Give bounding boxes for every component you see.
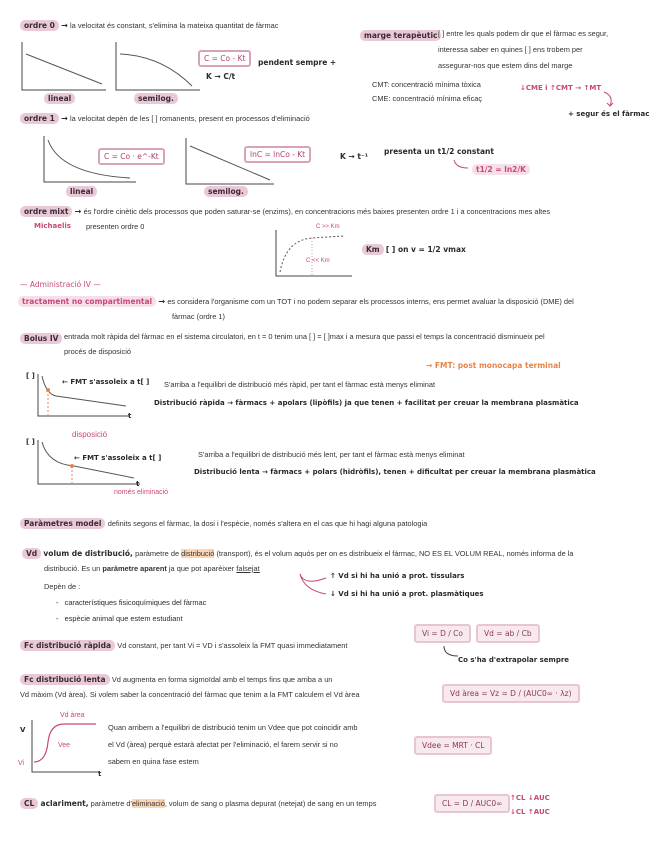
vd-text2-ul: falsejat: [236, 564, 260, 573]
marge-text2: interessa saber en quines [ ] ens trobem per: [438, 45, 583, 54]
ordre-mixt-tag: ordre mixt: [20, 206, 72, 217]
graph2-elimination-label: només eliminació: [114, 489, 169, 496]
km-tag: Km: [362, 244, 384, 255]
fc-rapida-section: [20, 640, 347, 651]
graph1-x-label: t: [128, 412, 132, 420]
tractament-section: [18, 296, 574, 307]
ordre0-semilog-label: semilog.: [134, 93, 178, 104]
cl-title: aclariment,: [40, 799, 89, 808]
ordre0-section: [20, 20, 278, 31]
arrow-icon: ←: [62, 378, 68, 386]
fc-rapida-box2: Vd = ab / Cb: [476, 624, 540, 643]
bolus-text2: procés de disposició: [64, 347, 131, 356]
fc-rapida-note: Co s'ha d'extrapolar sempre: [458, 656, 570, 664]
ordre1-tag: ordre 1: [20, 113, 59, 124]
graph2-disposition-label: disposició: [72, 430, 108, 439]
fc-lenta-graph-y: V: [20, 726, 26, 734]
km-definition: [362, 244, 466, 255]
marge-cmt: CMT: concentració mínima tòxica: [372, 80, 481, 89]
cl-note1: ↑CL ↓AUC: [510, 794, 550, 802]
vdee-box: Vdee = MRT · CL: [414, 736, 492, 755]
graph2-text: S'arriba a l'equilibri de distribució més lent, per tant el fàrmac està menys eliminat: [198, 450, 465, 459]
cl-tag: CL: [20, 798, 38, 809]
params-section: [20, 518, 427, 529]
arrow-icon: →: [61, 114, 68, 123]
bolus-text1: entrada molt ràpida del fàrmac en el sistema circulatori, en t = 0 tenim una [ ] = [ ]max i a mesura que passi el temps la concentració disminueix pel: [64, 332, 545, 341]
km-text: [ ] on v = 1/2 vmax: [385, 245, 466, 254]
tractament-text1: es considera l'organisme com un TOT i no podem separar els processos interns, ens permet avaluar la disposició (DME) del: [167, 297, 574, 306]
marge-text1: [ ] entre les quals podem dir que el fàrmac es segur,: [438, 29, 609, 38]
graph1-text: S'arriba a l'equilibri de distribució més ràpid, per tant el fàrmac està menys eliminat: [164, 380, 436, 389]
arrow-icon: →: [158, 297, 166, 306]
vd-bullet2-text: espècie animal que estem estudiant: [64, 614, 183, 623]
fc-lenta-section: [20, 674, 332, 685]
ordre1-formula1: C = Co · e^-Kt: [98, 148, 165, 165]
arrow-icon: ←: [74, 454, 80, 462]
ordre1-t12-text: presenta un t1/2 constant: [384, 147, 494, 156]
fc-lenta-para1: Quan arribem a l'equilibri de distribució tenim un Vdee que pot coincidir amb: [108, 723, 358, 732]
ordre1-k-units: K → t⁻¹: [340, 152, 369, 161]
ordre1-formula2: lnC = lnCo - Kt: [244, 146, 311, 163]
tractament-tag: tractament no compartimental: [18, 296, 156, 307]
params-text: definits segons el fàrmac, la dosi i l'espècie, només s'altera en el cas que hi hagi alguna patologia: [107, 519, 428, 528]
fc-lenta-box: Vd àrea = Vz = D / (AUC0∞ · λz): [442, 684, 580, 703]
vd-bullet1: - característiques fisicoquímiques del fàrmac: [56, 598, 207, 607]
graph1-y-label: [ ]: [26, 372, 35, 380]
ordre1-t12-note: [384, 147, 494, 156]
cl-text-highlight: eliminació: [131, 799, 165, 808]
fc-lenta-text2: Vd màxim (Vd àrea). Si volem saber la concentració del fàrmac que tenim a la FMT calculem el Vd àrea: [20, 690, 360, 699]
fc-lenta-tag: Fc distribució lenta: [20, 674, 110, 685]
fc-lenta-graph-vi: Vi: [18, 760, 25, 767]
marge-arrow-note: ↓CME i ↑CMT → ↑MT: [520, 84, 602, 92]
vd-text2b: ja que pot aparèixer: [166, 564, 237, 573]
cl-box: CL = D / AUC0∞: [434, 794, 510, 813]
vd-tag: Vd: [22, 548, 41, 559]
marge-cme: CME: concentració mínima eficaç: [372, 94, 483, 103]
fc-lenta-graph-x: t: [98, 770, 102, 778]
cl-note2: ↓CL ↑AUC: [510, 808, 550, 816]
ordre0-tag: ordre 0: [20, 20, 59, 31]
ordre-mixt-sub: Michaelis: [34, 222, 71, 230]
ordre-mixt-low: C << Km: [306, 258, 330, 264]
graph2-x-label: t: [136, 480, 140, 488]
ordre0-lineal-graph: [18, 40, 108, 95]
marge-safe-note: + segur és el fàrmac: [568, 110, 650, 118]
vd-text1-highlight: distribució: [181, 549, 215, 558]
graph2-fmt-label: [74, 454, 161, 462]
fc-lenta-para2: el Vd (àrea) perquè estarà afectat per l'eliminació, el farem servir si no: [108, 740, 338, 749]
dist-lenta: Distribució lenta → fàrmacs + polars (hidròfils), tenen + dificultat per creuar la membrana plasmàtica: [194, 468, 596, 476]
dist-rapida: Distribució ràpida → fàrmacs + apolars (lipòfils) ja que tenen + facilitat per creuar la membrana plasmàtica: [154, 399, 579, 407]
graph1-fmt-text: FMT s'assoleix a t[ ]: [70, 378, 150, 386]
fc-lenta-para3: sabem en quina fase estem: [108, 757, 199, 766]
ordre0-formula: C = Co - Kt: [198, 50, 251, 67]
fc-rapida-tag: Fc distribució ràpida: [20, 640, 115, 651]
params-tag: Paràmetres model: [20, 518, 105, 529]
ordre-mixt-graph: [272, 228, 356, 280]
fc-lenta-graph-mid: Vee: [58, 742, 71, 749]
graph2-disposition-curve: [34, 438, 144, 488]
fc-rapida-box1: Vi = D / Co: [414, 624, 471, 643]
cl-text-a: paràmetre d': [88, 799, 132, 808]
ordre0-note: pendent sempre +: [258, 58, 337, 67]
arrow-icon: →: [61, 21, 68, 30]
ordre0-text: la velocitat és constant, s'elimina la mateixa quantitat de fàrmac: [70, 21, 279, 30]
fmt-note: → FMT: post monocapa terminal: [426, 361, 561, 370]
graph1-fmt-label: [62, 378, 149, 386]
vd-text2a: distribució. Es un: [44, 564, 103, 573]
ordre-mixt-section: [20, 206, 550, 217]
vd-text1b: (transport), és el volum aquós per on es distribueix el fàrmac, NO ES EL VOLUM REAL, només informa de la: [214, 549, 574, 558]
vd-up-note: ↑ Vd si hi ha unió a prot. tissulars: [330, 572, 465, 580]
vd-depen: Depèn de :: [44, 582, 81, 591]
ordre0-k-units: K → C/t: [206, 72, 236, 81]
vd-line2: [44, 564, 260, 574]
ordre0-lineal-label: lineal: [44, 93, 75, 104]
ordre-mixt-high: C >> Km: [316, 224, 340, 230]
fc-lenta-graph-top: Vd àrea: [60, 712, 85, 719]
cl-section: [20, 798, 376, 809]
ordre1-lineal-label: lineal: [66, 186, 97, 197]
arrow-icon: →: [74, 207, 82, 216]
vd-text2-bold: paràmetre aparent: [102, 564, 167, 573]
marge-text3: assegurar-nos que estem dins del marge: [438, 61, 573, 70]
vd-down-note: ↓ Vd si hi ha unió a prot. plasmàtiques: [330, 590, 484, 598]
ordre1-semilog-label: semilog.: [204, 186, 248, 197]
tractament-text2: fàrmac (ordre 1): [172, 312, 225, 321]
ordre-mixt-text1: és l'ordre cinètic dels processos que poden saturar-se (enzims), en concentracions més baixes presenten ordre 1 i a concentracions mes altes: [83, 207, 551, 216]
cl-text-b: , volum de sang o plasma depurat (netejat) de sang en un temps: [164, 799, 377, 808]
vd-title: volum de distribució,: [43, 549, 133, 558]
curved-arrow-icon: [452, 158, 472, 172]
admin-header: — Administració IV —: [20, 280, 101, 289]
ordre0-semilog-graph: [112, 40, 202, 95]
curved-arrow-icon: [602, 90, 616, 108]
ordre1-text: la velocitat depèn de les [ ] romanents, present en processos d'eliminació: [70, 114, 310, 123]
vd-bullet1-text: característiques fisicoquímiques del fàrmac: [64, 598, 207, 607]
ordre1-t12-formula: t1/2 = ln2/K: [472, 164, 530, 175]
vd-section: [22, 548, 574, 559]
ordre-mixt-text2: presenten ordre 0: [86, 222, 145, 231]
marge-tag: marge terapèutic: [360, 30, 441, 41]
admin-header-text: Administració IV: [29, 280, 91, 289]
fc-rapida-text: Vd constant, per tant Vi = VD i s'assoleix la FMT quasi immediatament: [117, 641, 348, 650]
vd-bullet2: - espècie animal que estem estudiant: [56, 614, 183, 623]
bolus-tag: Bolus IV: [20, 333, 62, 344]
fc-lenta-text1: Vd augmenta en forma sigmoïdal amb el temps fins que arriba a un: [111, 675, 333, 684]
branch-arrow-icon: [298, 572, 330, 598]
vd-text1a: paràmetre de: [135, 549, 182, 558]
graph2-fmt-text: FMT s'assoleix a t[ ]: [82, 454, 162, 462]
ordre1-section: [20, 113, 310, 124]
graph2-y-label: [ ]: [26, 438, 35, 446]
